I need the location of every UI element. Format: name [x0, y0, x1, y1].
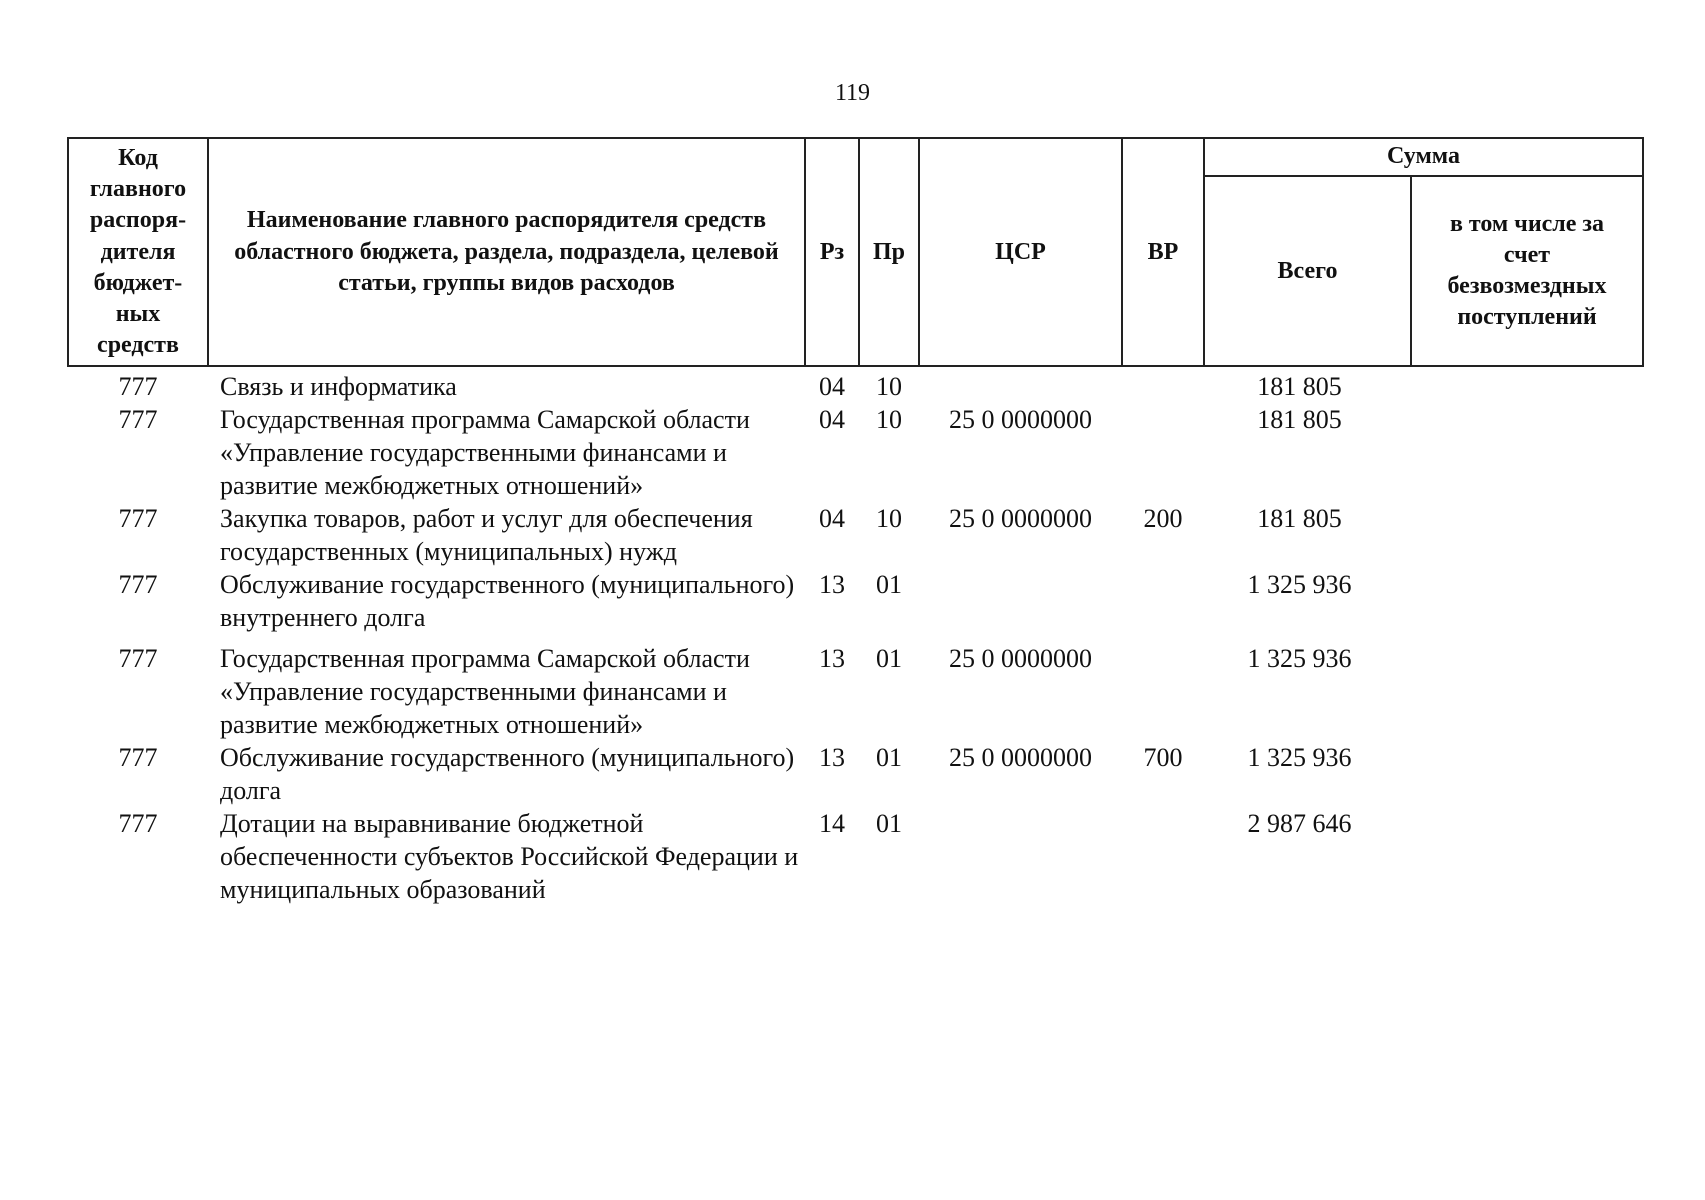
cell-name: Связь и информатика [220, 372, 457, 402]
cell-free [1411, 634, 1643, 741]
cell-code: 777 [118, 809, 158, 839]
cell-vr [1122, 634, 1204, 741]
header-total: Всего [1204, 176, 1411, 366]
cell-pr: 01 [876, 644, 902, 674]
cell-vr [1122, 366, 1204, 403]
cell-rz: 13 [819, 743, 845, 773]
cell-pr: 01 [876, 743, 902, 773]
cell-total: 181 805 [1257, 405, 1342, 435]
header-sum: Сумма [1204, 138, 1643, 176]
cell-code: 777 [118, 743, 158, 773]
header-rz: Рз [805, 138, 859, 366]
cell-total: 1 325 936 [1247, 570, 1352, 600]
cell-name: Государственная программа Самарской области «Управление государственными финансами и развитие межбюджетных отношений» [220, 644, 750, 740]
cell-total: 181 805 [1257, 372, 1342, 402]
cell-vr: 700 [1143, 743, 1183, 773]
cell-total: 2 987 646 [1247, 809, 1352, 839]
cell-vr [1122, 568, 1204, 634]
cell-csr [919, 568, 1122, 634]
cell-vr [1122, 807, 1204, 906]
header-vr: ВР [1122, 138, 1204, 366]
header-free: в том числе за счет безвозмездных поступлений [1411, 176, 1643, 366]
cell-csr: 25 0 0000000 [949, 504, 1092, 534]
cell-pr: 10 [876, 504, 902, 534]
cell-rz: 14 [819, 809, 845, 839]
cell-total: 1 325 936 [1247, 743, 1352, 773]
budget-table [67, 137, 1644, 906]
page-number: 119 [834, 80, 871, 106]
cell-name: Государственная программа Самарской области «Управление государственными финансами и развитие межбюджетных отношений» [220, 405, 750, 501]
cell-csr: 25 0 0000000 [949, 743, 1092, 773]
header-pr: Пр [859, 138, 919, 366]
cell-code: 777 [118, 570, 158, 600]
table-row [68, 807, 1643, 906]
cell-name: Обслуживание государственного (муниципального) долга [220, 743, 795, 806]
cell-name: Закупка товаров, работ и услуг для обеспечения государственных (муниципальных) нужд [220, 504, 753, 567]
cell-rz: 13 [819, 570, 845, 600]
cell-rz: 04 [819, 372, 845, 402]
cell-vr [1122, 403, 1204, 502]
cell-code: 777 [118, 405, 158, 435]
cell-pr: 01 [876, 570, 902, 600]
cell-rz: 04 [819, 405, 845, 435]
table-row [68, 634, 1643, 741]
cell-name: Обслуживание государственного (муниципального) внутреннего долга [220, 570, 795, 633]
cell-total: 181 805 [1257, 504, 1342, 534]
cell-free [1411, 403, 1643, 502]
cell-free [1411, 807, 1643, 906]
header-csr: ЦСР [919, 138, 1122, 366]
cell-total: 1 325 936 [1247, 644, 1352, 674]
table-row [68, 741, 1643, 807]
cell-free [1411, 366, 1643, 403]
cell-pr: 10 [876, 372, 902, 402]
table-row [68, 366, 1643, 403]
cell-free [1411, 741, 1643, 807]
table-row [68, 568, 1643, 634]
table-row [68, 403, 1643, 502]
cell-rz: 04 [819, 504, 845, 534]
cell-code: 777 [118, 644, 158, 674]
cell-pr: 10 [876, 405, 902, 435]
header-name: Наименование главного распорядителя средств областного бюджета, раздела, подраздела, целевой статьи, группы видов расходов [208, 138, 805, 366]
cell-csr [919, 366, 1122, 403]
cell-free [1411, 502, 1643, 568]
cell-csr: 25 0 0000000 [949, 644, 1092, 674]
table-row [68, 502, 1643, 568]
cell-name: Дотации на выравнивание бюджетной обеспеченности субъектов Российской Федерации и муниципальных образований [220, 809, 799, 905]
cell-code: 777 [118, 504, 158, 534]
cell-rz: 13 [819, 644, 845, 674]
cell-csr: 25 0 0000000 [949, 405, 1092, 435]
cell-csr [919, 807, 1122, 906]
table-body [68, 366, 1643, 906]
cell-code: 777 [118, 372, 158, 402]
cell-free [1411, 568, 1643, 634]
cell-pr: 01 [876, 809, 902, 839]
header-code: Код главного распоря-дителя бюджет-ных средств [68, 138, 208, 366]
cell-vr: 200 [1143, 504, 1183, 534]
